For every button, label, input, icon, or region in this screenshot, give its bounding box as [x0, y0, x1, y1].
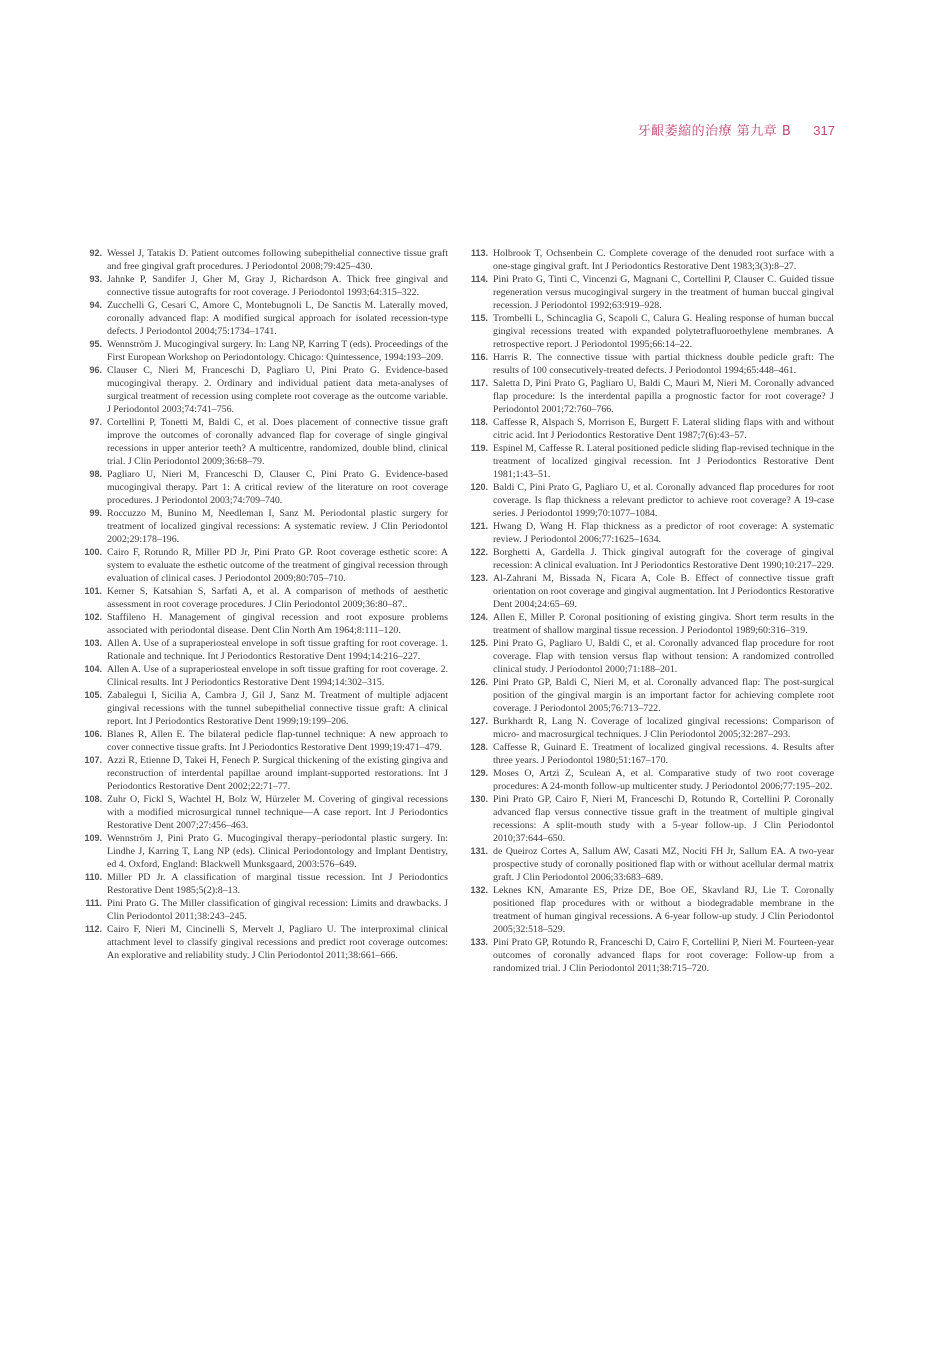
- reference-item: [80, 754, 448, 793]
- reference-number: 97.: [89, 417, 102, 427]
- reference-item: [466, 312, 834, 351]
- reference-number: 105.: [84, 690, 102, 700]
- reference-number: 100.: [84, 547, 102, 557]
- reference-item: [466, 845, 834, 884]
- reference-text: Hwang D, Wang H. Flap thickness as a predictor of root coverage: A systematic review. J Periodontol 2006;77:1625–1634.: [493, 521, 834, 545]
- reference-text: Leknes KN, Amarante ES, Prize DE, Boe OE, Skavland RJ, Lie T. Coronally positioned flap procedures with or without a biodegradable membrane in the treatment of human gingival recessions. A 6-year follow-up study. J Clin Periodontol 2005;32:518–529.: [493, 885, 834, 935]
- reference-text: Clauser C, Nieri M, Franceschi D, Pagliaro U, Pini Prato G. Evidence-based mucogingival therapy. 2. Ordinary and individual patient data meta-analyses of surgical treatment of recession using complete root coverage as the outcome variable. J Periodontol 2003;74:741–756.: [107, 365, 448, 415]
- reference-number: 119.: [470, 443, 488, 453]
- reference-number: 128.: [470, 742, 488, 752]
- reference-text: Roccuzzo M, Bunino M, Needleman I, Sanz M. Periodontal plastic surgery for treatment of localized gingival recessions: A systematic review. J Clin Periodontol 2002;29:178–196.: [107, 508, 448, 545]
- reference-number: 112.: [84, 924, 102, 934]
- reference-text: Pini Prato G, Tinti C, Vincenzi G, Magnani C, Cortellini P, Clauser C. Guided tissue regeneration versus mucogingival surgery in the treatment of human buccal gingival recession. J Periodontol 1992;63:919–928.: [493, 274, 834, 311]
- reference-item: [466, 520, 834, 546]
- reference-number: 129.: [470, 768, 488, 778]
- reference-text: Blanes R, Allen E. The bilateral pedicle flap-tunnel technique: A new approach to cover connective tissue grafts. Int J Periodontics Restorative Dent 1999;19:471–479.: [107, 729, 448, 753]
- reference-text: Cortellini P, Tonetti M, Baldi C, et al. Does placement of connective tissue graft improve the outcomes of coronally advanced flap for coverage of single gingival recessions in upper anterior teeth? A multicentre, randomized, double blind, clinical trial. J Clin Periodontol 2009;36:68–79.: [107, 417, 448, 467]
- reference-number: 101.: [84, 586, 102, 596]
- reference-item: [466, 741, 834, 767]
- reference-item: [80, 338, 448, 364]
- reference-text: Zabalegui I, Sicilia A, Cambra J, Gil J, Sanz M. Treatment of multiple adjacent gingival recessions with the tunnel subepithelial connective tissue graft: A clinical report. Int J Periodontics Restorative Dent 1999;19:199–206.: [107, 690, 448, 727]
- reference-number: 107.: [84, 755, 102, 765]
- reference-number: 102.: [84, 612, 102, 622]
- reference-number: 104.: [84, 664, 102, 674]
- chapter-title: 牙齦萎縮的治療 第九章 B: [637, 124, 792, 139]
- reference-text: Espinel M, Caffesse R. Lateral positioned pedicle sliding flap-revised technique in the treatment of localized gingival recession. Int J Periodontics Restorative Dent 1981;1:43–51.: [493, 443, 834, 480]
- reference-text: Pini Prato GP, Cairo F, Nieri M, Franceschi D, Rotundo R, Cortellini P. Coronally advanced flap versus connective tissue graft in the treatment of multiple gingival recessions: A split-mouth study with a 5-year follow-up. J Clin Periodontol 2010;37:644–650.: [493, 794, 834, 844]
- reference-item: [80, 299, 448, 338]
- reference-number: 96.: [89, 365, 102, 375]
- reference-number: 111.: [85, 898, 102, 908]
- reference-number: 127.: [470, 716, 488, 726]
- reference-number: 118.: [470, 417, 488, 427]
- reference-item: [80, 546, 448, 585]
- reference-text: Zuhr O, Fickl S, Wachtel H, Bolz W, Hürzeler M. Covering of gingival recessions with a modified microsurgical tunnel technique—A case report. Int J Periodontics Restorative Dent 2007;27:456–463.: [107, 794, 448, 831]
- reference-number: 99.: [89, 508, 102, 518]
- reference-item: [80, 663, 448, 689]
- reference-text: Pini Prato GP, Baldi C, Nieri M, et al. Coronally advanced flap: The post-surgical position of the gingival margin is an important factor for achieving complete root coverage. J Periodontol 2005;76:713–722.: [493, 677, 834, 714]
- reference-number: 132.: [470, 885, 488, 895]
- reference-text: Wessel J, Tatakis D. Patient outcomes following subepithelial connective tissue graft and free gingival graft procedures. J Periodontol 2008;79:425–430.: [107, 248, 448, 272]
- reference-item: [466, 442, 834, 481]
- reference-item: [466, 416, 834, 442]
- reference-item: [80, 273, 448, 299]
- reference-text: Al-Zahrani M, Bissada N, Ficara A, Cole B. Effect of connective tissue graft orientation on root coverage and gingival augmentation. Int J Periodontics Restorative Dent 2004;24:65–69.: [493, 573, 834, 610]
- reference-text: Allen E, Miller P. Coronal positioning of existing gingiva. Short term results in the treatment of shallow marginal tissue recession. J Periodontol 1989;60:316–319.: [493, 612, 834, 636]
- reference-text: Burkhardt R, Lang N. Coverage of localized gingival recessions: Comparison of micro- and macrosurgical techniques. J Clin Periodontol 2005;32:287–293.: [493, 716, 834, 740]
- reference-number: 116.: [470, 352, 488, 362]
- reference-number: 98.: [89, 469, 102, 479]
- reference-text: Allen A. Use of a supraperiosteal envelope in soft tissue grafting for root coverage. 1. Rationale and technique. Int J Periodontics Restorative Dent 1994;14:216–227.: [107, 638, 448, 662]
- reference-item: [80, 247, 448, 273]
- reference-number: 114.: [470, 274, 488, 284]
- reference-number: 103.: [84, 638, 102, 648]
- reference-item: [80, 468, 448, 507]
- reference-item: [466, 793, 834, 845]
- reference-text: Kerner S, Katsahian S, Sarfati A, et al. A comparison of methods of aesthetic assessment in root coverage procedures. J Clin Periodontol 2009;36:80–87..: [107, 586, 448, 610]
- reference-item: [466, 572, 834, 611]
- reference-text: Staffileno H. Management of gingival recession and root exposure problems associated with periodontal disease. Dent Clin North Am 1964;8:111–120.: [107, 612, 448, 636]
- reference-text: Holbrook T, Ochsenbein C. Complete coverage of the denuded root surface with a one-stage gingival graft. Int J Periodontics Restorative Dent 1983;3(3):8–27.: [493, 248, 834, 272]
- reference-text: Cairo F, Nieri M, Cincinelli S, Mervelt J, Pagliaro U. The interproximal clinical attachment level to classify gingival recessions and predict root coverage outcomes: An explorative and reliability study. J Clin Periodontol 2011;38:661–666.: [107, 924, 448, 961]
- reference-number: 92.: [89, 248, 102, 258]
- reference-item: [466, 273, 834, 312]
- reference-item: [80, 897, 448, 923]
- reference-number: 126.: [470, 677, 488, 687]
- reference-item: [466, 351, 834, 377]
- reference-number: 93.: [89, 274, 102, 284]
- reference-item: [466, 884, 834, 936]
- reference-item: [80, 364, 448, 416]
- reference-number: 109.: [84, 833, 102, 843]
- page-number: 317: [813, 123, 835, 138]
- reference-item: [466, 637, 834, 676]
- reference-number: 124.: [470, 612, 488, 622]
- reference-number: 117.: [470, 378, 488, 388]
- reference-item: [80, 416, 448, 468]
- reference-number: 122.: [470, 547, 488, 557]
- reference-text: Azzi R, Etienne D, Takei H, Fenech P. Surgical thickening of the existing gingiva and reconstruction of interdental papillae around implant-supported restorations. Int J Periodontics Restorative Dent 2002;22:71–77.: [107, 755, 448, 792]
- reference-number: 115.: [470, 313, 488, 323]
- reference-number: 110.: [84, 872, 102, 882]
- reference-number: 130.: [470, 794, 488, 804]
- reference-item: [80, 793, 448, 832]
- reference-item: [80, 923, 448, 962]
- reference-text: Cairo F, Rotundo R, Miller PD Jr, Pini Prato GP. Root coverage esthetic score: A system to evaluate the esthetic outcome of the treatment of gingival recession through evaluation of clinical cases. J Periodontol 2009;80:705–710.: [107, 547, 448, 584]
- running-header: [638, 120, 835, 139]
- reference-item: [80, 871, 448, 897]
- reference-text: Miller PD Jr. A classification of marginal tissue recession. Int J Periodontics Restorative Dent 1985;5(2):8–13.: [107, 872, 448, 896]
- reference-text: Harris R. The connective tissue with partial thickness double pedicle graft: The results of 100 consecutively-treated defects. J Periodontol 1994;65:448–461.: [493, 352, 834, 376]
- reference-text: Baldi C, Pini Prato G, Pagliaro U, et al. Coronally advanced flap procedures for root coverage. Is flap thickness a relevant predictor to achieve root coverage? A 19-case series. J Periodontol 1999;70:1077–1084.: [493, 482, 834, 519]
- reference-number: 123.: [470, 573, 488, 583]
- references-right-column: [466, 247, 834, 975]
- reference-item: [466, 247, 834, 273]
- reference-number: 131.: [470, 846, 488, 856]
- reference-text: Moses O, Artzi Z, Sculean A, et al. Comparative study of two root coverage procedures: A 24-month follow-up multicenter study. J Periodontol 2006;77:195–202.: [493, 768, 834, 792]
- reference-item: [466, 767, 834, 793]
- reference-text: Borghetti A, Gardella J. Thick gingival autograft for the coverage of gingival recession: A clinical evaluation. Int J Periodontics Restorative Dent 1990;10:217–229.: [493, 547, 834, 571]
- reference-item: [466, 715, 834, 741]
- reference-item: [80, 637, 448, 663]
- reference-number: 94.: [89, 300, 102, 310]
- reference-item: [466, 481, 834, 520]
- reference-number: 95.: [89, 339, 102, 349]
- reference-text: Wennström J, Pini Prato G. Mucogingival therapy–periodontal plastic surgery. In: Lindhe J, Karring T, Lang NP (eds). Clinical Periodontology and Implant Dentistry, ed 4. Oxford, England: Blackwell Munksgaard, 2003:576–649.: [107, 833, 448, 870]
- reference-number: 121.: [470, 521, 488, 531]
- reference-item: [466, 546, 834, 572]
- reference-item: [80, 832, 448, 871]
- reference-item: [80, 585, 448, 611]
- reference-number: 120.: [470, 482, 488, 492]
- reference-item: [466, 611, 834, 637]
- references-left-column: [80, 247, 448, 962]
- reference-item: [466, 377, 834, 416]
- reference-text: Pini Prato G. The Miller classification of gingival recession: Limits and drawbacks. J Clin Periodontol 2011;38:243–245.: [107, 898, 448, 922]
- reference-text: de Queiroz Cortes A, Sallum AW, Casati MZ, Nociti FH Jr, Sallum EA. A two-year prospective study of coronally positioned flap with or without acellular dermal matrix graft. J Clin Periodontol 2006;33:683–689.: [493, 846, 834, 883]
- reference-text: Wennström J. Mucogingival surgery. In: Lang NP, Karring T (eds). Proceedings of the First European Workshop on Periodontology. Chicago: Quintessence, 1994:193–209.: [107, 339, 448, 363]
- reference-item: [80, 728, 448, 754]
- reference-number: 113.: [470, 248, 488, 258]
- reference-text: Pagliaro U, Nieri M, Franceschi D, Clauser C, Pini Prato G. Evidence-based mucogingival therapy. Part 1: A critical review of the literature on root coverage procedures. J Periodontol 2003;74:709–740.: [107, 469, 448, 506]
- reference-number: 133.: [470, 937, 488, 947]
- reference-text: Pini Prato GP, Rotundo R, Franceschi D, Cairo F, Cortellini P, Nieri M. Fourteen-year outcomes of coronally advanced flaps for root coverage: Follow-up from a randomized trial. J Clin Periodontol 2011;38:715–720.: [493, 937, 834, 974]
- reference-number: 108.: [84, 794, 102, 804]
- reference-text: Pini Prato G, Pagliaro U, Baldi C, et al. Coronally advanced flap procedure for root coverage. Flap with tension versus flap without tension: A randomized controlled clinical study. J Periodontol 2000;71:188–201.: [493, 638, 834, 675]
- reference-text: Caffesse R, Guinard E. Treatment of localized gingival recessions. 4. Results after three years. J Periodontol 1980;51:167–170.: [493, 742, 834, 766]
- reference-item: [80, 507, 448, 546]
- reference-item: [466, 936, 834, 975]
- reference-item: [466, 676, 834, 715]
- reference-number: 125.: [470, 638, 488, 648]
- reference-text: Jahnke P, Sandifer J, Gher M, Gray J, Richardson A. Thick free gingival and connective tissue autografts for root coverage. J Periodontol 1993;64:315–322.: [107, 274, 448, 298]
- reference-text: Zucchelli G, Cesari C, Amore C, Montebugnoli L, De Sanctis M. Laterally moved, coronally advanced flap: A modified surgical approach for isolated recession-type defects. J Periodontol 2004;75:1734–1741.: [107, 300, 448, 337]
- reference-number: 106.: [84, 729, 102, 739]
- reference-item: [80, 611, 448, 637]
- reference-text: Allen A. Use of a supraperiosteal envelope in soft tissue grafting for root coverage. 2. Clinical results. Int J Periodontics Restorative Dent 1994;14:302–315.: [107, 664, 448, 688]
- reference-text: Trombelli L, Schincaglia G, Scapoli C, Calura G. Healing response of human buccal gingival recessions treated with expanded polytetrafluoroethylene membranes. A retrospective report. J Periodontol 1995;66:14–22.: [493, 313, 834, 350]
- reference-text: Caffesse R, Alspach S, Morrison E, Burgett F. Lateral sliding flaps with and without citric acid. Int J Periodontics Restorative Dent 1987;7(6):43–57.: [493, 417, 834, 441]
- reference-text: Saletta D, Pini Prato G, Pagliaro U, Baldi C, Mauri M, Nieri M. Coronally advanced flap procedure: Is the interdental papilla a prognostic factor for root coverage? J Periodontol 2001;72:760–766.: [493, 378, 834, 415]
- reference-item: [80, 689, 448, 728]
